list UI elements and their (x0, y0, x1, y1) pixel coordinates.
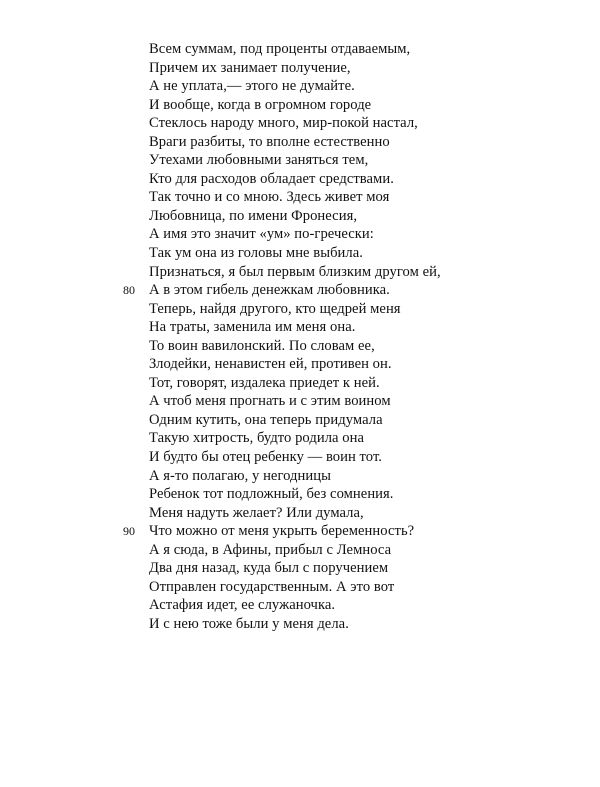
line-number: 90 (123, 524, 135, 539)
verse-line (149, 300, 569, 319)
verse-text: И будто бы отец ребенку — воин тот. (149, 449, 382, 466)
verse-line (149, 467, 569, 486)
poem-text (123, 40, 569, 634)
verse-text: Такую хитрость, будто родила она (149, 430, 364, 447)
verse-line (149, 429, 569, 448)
verse-line (149, 77, 569, 96)
verse-text: Признаться, я был первым близким другом ей, (149, 263, 441, 280)
verse-line (149, 225, 569, 244)
verse-line (123, 281, 569, 300)
verse-text: Отправлен государственным. А это вот (149, 578, 395, 595)
verse-text: Кто для расходов обладает средствами. (149, 170, 394, 187)
verse-text: Ребенок тот подложный, без сомнения. (149, 486, 394, 503)
verse-line (149, 133, 569, 152)
verse-text: А не уплата,— этого не думайте. (149, 78, 355, 95)
verse-line (149, 448, 569, 467)
verse-text: И с нею тоже были у меня дела. (149, 615, 349, 632)
verse-line (149, 392, 569, 411)
verse-text: Причем их занимает получение, (149, 59, 351, 76)
verse-text: Всем суммам, под проценты отдаваемым, (149, 41, 411, 57)
verse-line (149, 541, 569, 560)
verse-line (149, 355, 569, 374)
verse-text: Так ум она из головы мне выбила. (149, 245, 363, 262)
verse-line (149, 170, 569, 189)
verse-line (149, 263, 569, 282)
verse-text: Теперь, найдя другого, кто щедрей меня (149, 300, 401, 317)
verse-line (149, 188, 569, 207)
verse-line (149, 318, 569, 337)
verse-line (149, 578, 569, 597)
verse-line (149, 596, 569, 615)
verse-text: То воин вавилонский. По словам ее, (149, 337, 375, 354)
line-number: 80 (123, 283, 135, 298)
verse-line (149, 244, 569, 263)
verse-text: Одним кутить, она теперь придумала (149, 411, 383, 428)
verse-text: А в этом гибель денежкам любовника. (149, 282, 390, 299)
verse-text: Любовница, по имени Фронесия, (149, 207, 358, 224)
verse-line (149, 374, 569, 393)
verse-line (149, 40, 569, 59)
verse-text: Два дня назад, куда был с поручением (149, 560, 389, 577)
verse-text: А имя это значит «ум» по-гречески: (149, 226, 374, 243)
verse-line (149, 114, 569, 133)
verse-text: Враги разбиты, то вполне естественно (149, 133, 390, 150)
verse-text: Астафия идет, ее служаночка. (149, 597, 336, 614)
verse-text: На траты, заменила им меня она. (149, 319, 356, 336)
verse-line (149, 59, 569, 78)
verse-line (149, 615, 569, 634)
verse-text: Меня надуть желает? Или думала, (149, 504, 364, 521)
verse-text: Стеклось народу много, мир-покой настал, (149, 115, 418, 132)
verse-text: Утехами любовными заняться тем, (149, 152, 369, 169)
verse-text: И вообще, когда в огромном городе (149, 96, 372, 113)
verse-line (149, 96, 569, 115)
verse-line (149, 504, 569, 523)
verse-line (149, 151, 569, 170)
verse-text: А чтоб меня прогнать и с этим воином (149, 393, 391, 410)
verse-text: Злодейки, ненавистен ей, противен он. (149, 356, 392, 373)
verse-line (149, 559, 569, 578)
verse-line (123, 522, 569, 541)
verse-text: Тот, говорят, издалека приедет к ней. (149, 374, 380, 391)
verse-line (149, 485, 569, 504)
verse-text: А я-то полагаю, у негодницы (149, 467, 331, 484)
verse-line (149, 337, 569, 356)
verse-line (149, 207, 569, 226)
verse-line (149, 411, 569, 430)
verse-text: Что можно от меня укрыть беременность? (149, 523, 415, 540)
verse-text: Так точно и со мною. Здесь живет моя (149, 189, 390, 206)
verse-text: А я сюда, в Афины, прибыл с Лемноса (149, 541, 392, 558)
